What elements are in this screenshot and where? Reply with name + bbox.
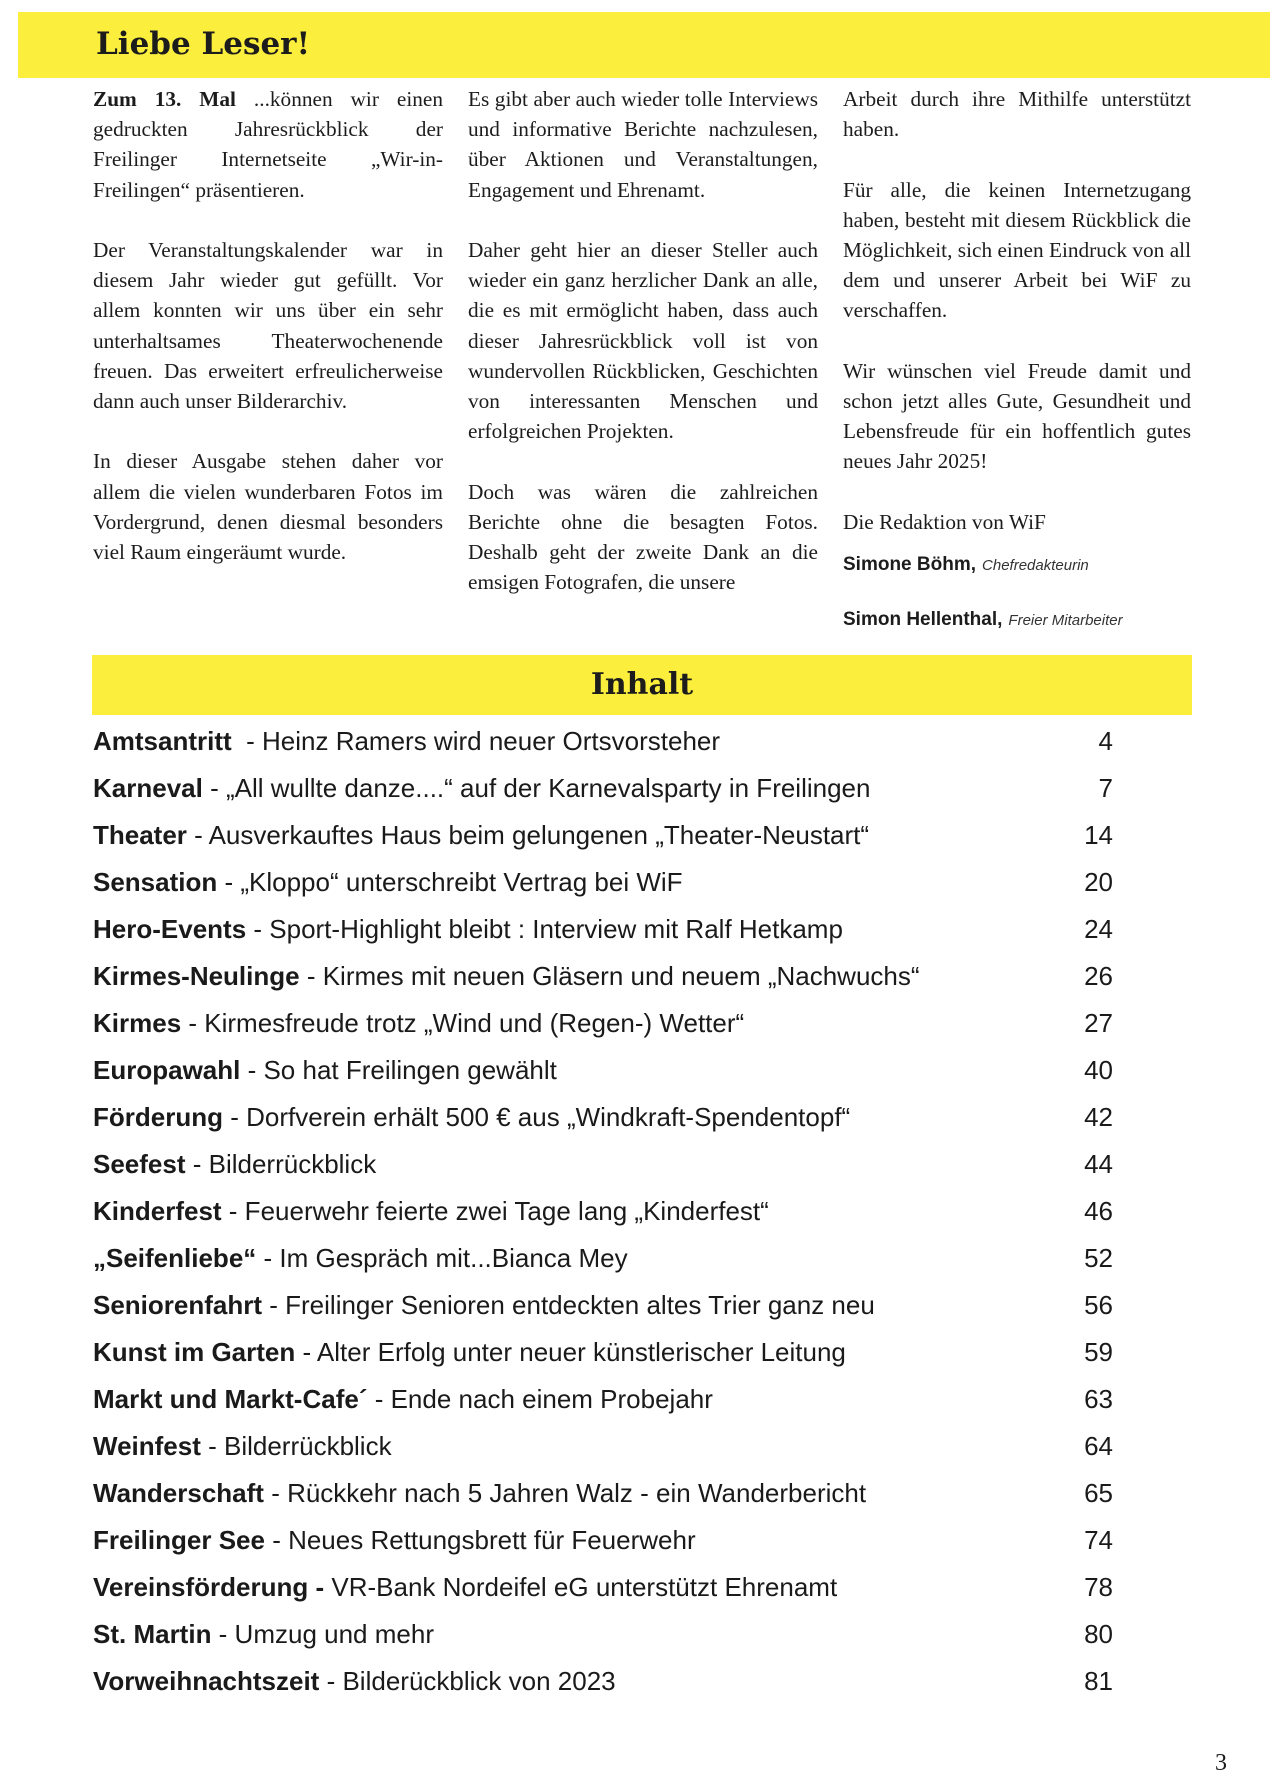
toc-entry-description: - Dorfverein erhält 500 € aus „Windkraft-Spendentopf“ bbox=[223, 1102, 851, 1132]
toc-entry bbox=[93, 1517, 1113, 1564]
toc-entry-page: 56 bbox=[1084, 1290, 1113, 1320]
toc-entry-description: - Heinz Ramers wird neuer Ortsvorsteher bbox=[231, 726, 721, 756]
toc-entry-keyword: Theater bbox=[93, 820, 187, 850]
signature-name: Simon Hellenthal, bbox=[843, 609, 1003, 631]
toc-entry-page: 65 bbox=[1084, 1478, 1113, 1508]
toc-entry bbox=[93, 1094, 1113, 1141]
toc-entry-description: - Rückkehr nach 5 Jahren Walz - ein Wanderbericht bbox=[263, 1478, 867, 1508]
toc-entry-description: - Umzug und mehr bbox=[211, 1619, 434, 1649]
toc-entry-title bbox=[93, 1337, 846, 1367]
intro-lead: Zum 13. Mal bbox=[93, 87, 236, 111]
intro-paragraph: Daher geht hier an dieser Steller auch wieder ein ganz herzlicher Dank an alle, die es mit ermöglicht haben, dass auch dieser Jahresrückblick voll ist von wundervollen Rückblicken, Geschichten von interessanten Menschen und erfolgreichen Projekten. bbox=[468, 238, 818, 444]
toc-entry-description: - So hat Freilingen gewählt bbox=[240, 1055, 557, 1085]
intro-column-2 bbox=[468, 84, 818, 628]
toc-entry-page: 26 bbox=[1084, 961, 1113, 991]
toc-entry bbox=[93, 1235, 1113, 1282]
toc-entry-page: 4 bbox=[1098, 726, 1113, 756]
toc-entry-page: 14 bbox=[1084, 820, 1113, 850]
intro-text: ...können wir einen gedruckten Jahresrückblick der Freilinger Internetseite „Wir-in-Freilingen“ präsentieren. bbox=[93, 87, 443, 202]
toc-entry bbox=[93, 1282, 1113, 1329]
toc-entry-page: 64 bbox=[1084, 1431, 1113, 1461]
toc-entry-title bbox=[93, 1243, 628, 1273]
intro-paragraph: Arbeit durch ihre Mithilfe unterstützt haben. bbox=[843, 87, 1191, 142]
toc-entry-keyword: St. Martin bbox=[93, 1619, 212, 1649]
signature-role: Freier Mitarbeiter bbox=[1008, 612, 1123, 630]
signature-name: Simone Böhm, bbox=[843, 554, 977, 575]
toc-entry-description: - Neues Rettungsbrett für Feuerwehr bbox=[264, 1525, 696, 1555]
toc-entry-keyword: Weinfest bbox=[93, 1431, 201, 1461]
toc-entry-description: - Ende nach einem Probejahr bbox=[367, 1384, 713, 1414]
toc-entry-description: - Ausverkauftes Haus beim gelungenen „Theater-Neustart“ bbox=[186, 820, 870, 850]
toc-entry-page: 59 bbox=[1084, 1337, 1113, 1367]
toc-entry-description: - Im Gespräch mit...Bianca Mey bbox=[256, 1243, 628, 1273]
toc-entry bbox=[93, 1423, 1113, 1470]
toc-entry-keyword: Hero-Events bbox=[93, 914, 247, 944]
toc-entry-page: 80 bbox=[1084, 1619, 1113, 1649]
toc-entry-page: 27 bbox=[1084, 1008, 1113, 1038]
toc-banner bbox=[92, 655, 1192, 715]
toc-entry-title bbox=[93, 1008, 744, 1038]
toc-entry-description: - Kirmes mit neuen Gläsern und neuem „Nachwuchs“ bbox=[299, 961, 920, 991]
toc-entry-description: - „Kloppo“ unterschreibt Vertrag bei WiF bbox=[217, 867, 683, 897]
toc-entry-title bbox=[93, 1478, 866, 1508]
toc-entry-title bbox=[93, 867, 683, 897]
toc-entry bbox=[93, 765, 1113, 812]
toc-entry-keyword: Kunst im Garten bbox=[93, 1337, 296, 1367]
toc-entry-page: 40 bbox=[1084, 1055, 1113, 1085]
toc-entry-page: 63 bbox=[1084, 1384, 1113, 1414]
toc-entry-page: 44 bbox=[1084, 1149, 1113, 1179]
signature-role: Chefredakteurin bbox=[982, 557, 1089, 574]
toc-title: Inhalt bbox=[590, 667, 694, 702]
toc-entry-description: - Alter Erfolg unter neuer künstlerischer Leitung bbox=[295, 1337, 846, 1367]
toc-entry bbox=[93, 1611, 1113, 1658]
intro-column-1 bbox=[93, 84, 443, 597]
toc-entry-description: - Freilinger Senioren entdeckten altes Trier ganz neu bbox=[262, 1290, 875, 1320]
toc-entry-description: - Bilderrückblick bbox=[185, 1149, 377, 1179]
toc-entry-keyword: Kinderfest bbox=[93, 1196, 222, 1226]
page-number: 3 bbox=[1215, 1750, 1227, 1776]
toc-entry-title bbox=[93, 1525, 696, 1555]
toc-entry-title bbox=[93, 961, 920, 991]
toc-entry-page: 74 bbox=[1084, 1525, 1113, 1555]
signature-editor bbox=[843, 553, 1191, 578]
toc-entry-page: 7 bbox=[1098, 773, 1113, 803]
toc-entry-keyword: Seniorenfahrt bbox=[93, 1290, 263, 1320]
toc-entry bbox=[93, 1141, 1113, 1188]
toc-entry bbox=[93, 1470, 1113, 1517]
toc-entry-title bbox=[93, 1666, 616, 1696]
toc-entry-title bbox=[93, 1619, 434, 1649]
toc-entry-keyword: Seefest bbox=[93, 1149, 186, 1179]
toc-entry bbox=[93, 718, 1113, 765]
toc-entry-keyword: Markt und Markt-Cafe´ bbox=[93, 1384, 368, 1414]
toc-entry bbox=[93, 859, 1113, 906]
table-of-contents bbox=[93, 718, 1113, 1705]
toc-entry bbox=[93, 1658, 1113, 1705]
toc-entry-page: 42 bbox=[1084, 1102, 1113, 1132]
toc-entry-title bbox=[93, 1196, 769, 1226]
intro-paragraph bbox=[93, 84, 443, 205]
toc-entry bbox=[93, 953, 1113, 1000]
toc-entry-keyword: Amtsantritt bbox=[93, 726, 232, 756]
toc-entry-title bbox=[93, 726, 720, 756]
toc-entry-title bbox=[93, 1431, 392, 1461]
toc-entry-keyword: Kirmes bbox=[93, 1008, 182, 1038]
toc-entry-title bbox=[93, 773, 870, 803]
toc-entry-keyword: Kirmes-Neulinge bbox=[93, 961, 300, 991]
editorial-sign: Die Redaktion von WiF bbox=[843, 509, 1046, 534]
toc-entry-keyword: Europawahl bbox=[93, 1055, 241, 1085]
toc-entry-title bbox=[93, 1149, 376, 1179]
toc-entry-page: 52 bbox=[1084, 1243, 1113, 1273]
toc-entry bbox=[93, 1047, 1113, 1094]
toc-entry bbox=[93, 1376, 1113, 1423]
toc-entry-description: - Kirmesfreude trotz „Wind und (Regen-) Wetter“ bbox=[181, 1008, 745, 1038]
toc-entry-title bbox=[93, 820, 869, 850]
intro-paragraph: Der Veranstaltungskalender war in diesem Jahr wieder gut gefüllt. Vor allem konnten wir uns über ein sehr unterhaltsames Theaterwochenende freuen. Das erweitert erfreulicherweise dann auch unser Bilderarchiv. bbox=[93, 238, 443, 414]
toc-entry-title bbox=[93, 914, 843, 944]
intro-paragraph: In dieser Ausgabe stehen daher vor allem die vielen wunderbaren Fotos im Vordergrund, denen diesmal besonders viel Raum eingeräumt wurde. bbox=[93, 449, 443, 565]
toc-entry-page: 20 bbox=[1084, 867, 1113, 897]
toc-entry-keyword: Karneval bbox=[93, 773, 203, 803]
toc-entry bbox=[93, 1000, 1113, 1047]
intro-paragraph: Wir wünschen viel Freude damit und schon jetzt alles Gute, Gesundheit und Lebensfreude für ein hoffentlich gutes neues Jahr 2025! bbox=[843, 358, 1191, 474]
toc-entry-description: VR-Bank Nordeifel eG unterstützt Ehrenamt bbox=[324, 1572, 838, 1602]
toc-entry-title bbox=[93, 1290, 875, 1320]
intro-paragraph: Es gibt aber auch wieder tolle Interviews und informative Berichte nachzulesen, über Aktionen und Veranstaltungen, Engagement und Ehrenamt. bbox=[468, 87, 818, 202]
toc-entry-title bbox=[93, 1102, 850, 1132]
toc-entry-keyword: Vereinsförderung - bbox=[93, 1572, 325, 1602]
toc-entry-page: 78 bbox=[1084, 1572, 1113, 1602]
toc-entry-title bbox=[93, 1572, 837, 1602]
toc-entry bbox=[93, 906, 1113, 953]
toc-entry-description: - Bilderückblick von 2023 bbox=[319, 1666, 616, 1696]
toc-entry-keyword: Sensation bbox=[93, 867, 218, 897]
toc-entry bbox=[93, 812, 1113, 859]
toc-entry-keyword: „Seifenliebe“ bbox=[93, 1243, 257, 1273]
toc-entry-title bbox=[93, 1384, 713, 1414]
signature-contributor bbox=[843, 608, 1191, 633]
toc-entry-keyword: Förderung bbox=[93, 1102, 223, 1132]
toc-entry-description: - Feuerwehr feierte zwei Tage lang „Kinderfest“ bbox=[221, 1196, 769, 1226]
toc-entry bbox=[93, 1329, 1113, 1376]
toc-entry-page: 24 bbox=[1084, 914, 1113, 944]
toc-entry-keyword: Freilinger See bbox=[93, 1525, 265, 1555]
toc-entry-description: - „All wullte danze....“ auf der Karnevalsparty in Freilingen bbox=[202, 773, 871, 803]
toc-entry bbox=[93, 1564, 1113, 1611]
toc-entry bbox=[93, 1188, 1113, 1235]
header-banner bbox=[18, 12, 1270, 78]
intro-paragraph: Für alle, die keinen Internetzugang haben, besteht mit diesem Rückblick die Möglichkeit, sich einen Eindruck von all dem und unserer Arbeit bei WiF zu verschaffen. bbox=[843, 177, 1191, 323]
toc-entry-keyword: Vorweihnachtszeit bbox=[93, 1666, 320, 1696]
toc-entry-description: - Sport-Highlight bleibt : Interview mit Ralf Hetkamp bbox=[246, 914, 843, 944]
toc-entry-page: 81 bbox=[1084, 1666, 1113, 1696]
toc-entry-description: - Bilderrückblick bbox=[200, 1431, 392, 1461]
toc-entry-page: 46 bbox=[1084, 1196, 1113, 1226]
page-title: Liebe Leser! bbox=[96, 26, 311, 62]
intro-column-3 bbox=[843, 84, 1191, 663]
toc-entry-keyword: Wanderschaft bbox=[93, 1478, 264, 1508]
intro-paragraph: Doch was wären die zahlreichen Berichte ohne die besagten Fotos. Deshalb geht der zweite Dank an die emsigen Fotografen, die unsere bbox=[468, 479, 818, 595]
toc-entry-title bbox=[93, 1055, 557, 1085]
